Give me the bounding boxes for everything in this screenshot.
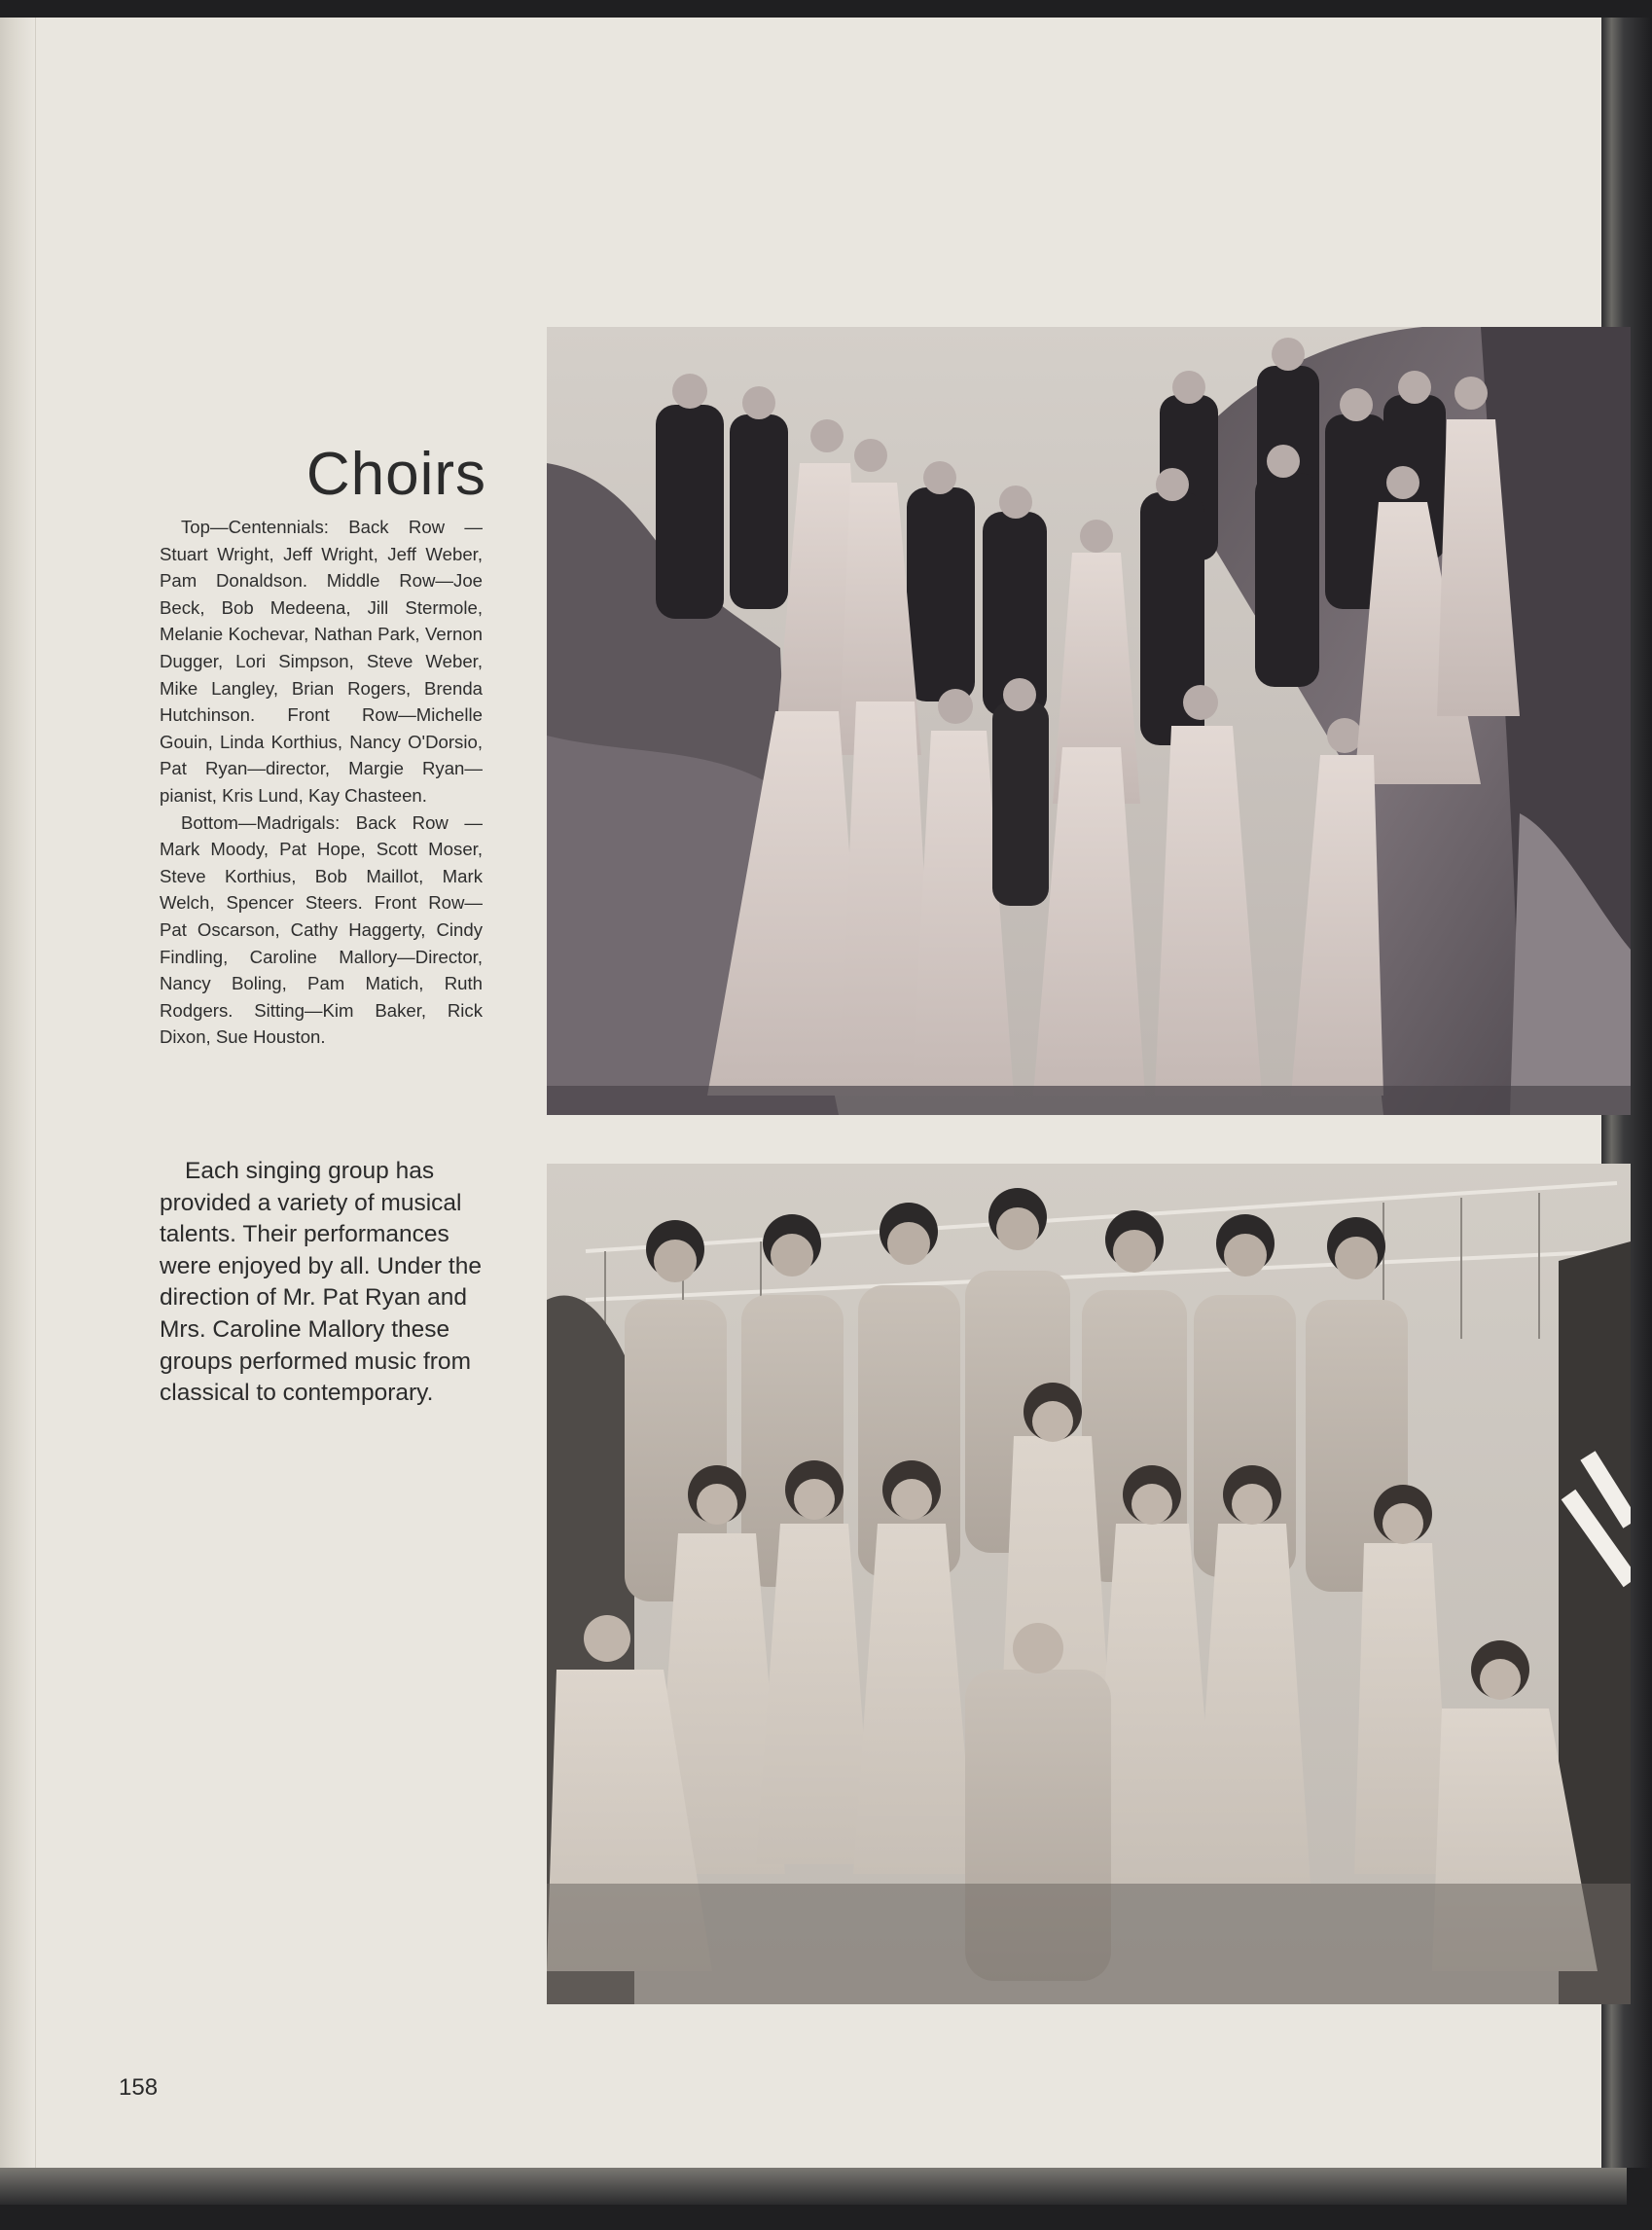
bottom-edge bbox=[0, 2168, 1627, 2205]
body-text: Each singing group has provided a variety of musical talents. Their performances were enjoyed by all. Under the direction of Mr. Pat Ryan and Mrs. Caroline Mallory these groups performed music from classical to contemporary. bbox=[160, 1158, 482, 1407]
caption-top: Top—Centennials: Back Row —Stuart Wright, Jeff Wright, Jeff Weber, Pam Donaldson. Middle Row—Joe Beck, Bob Medeena, Jill Stermole, Melanie Kochevar, Nathan Park, Vernon Dugger, Lori Simpson, Steve Weber, Mike Langley, Brian Rogers, Brenda Hutchinson. Front Row—Michelle Gouin, Linda Korthius, Nancy O'Dorsio, Pat Ryan—director, Margie Ryan—pianist, Kris Lund, Kay Chasteen. bbox=[160, 517, 483, 806]
yearbook-page bbox=[0, 18, 1627, 2168]
page-edge bbox=[0, 18, 36, 2168]
photo-caption bbox=[160, 514, 483, 1051]
body-paragraph bbox=[160, 1156, 483, 1410]
madrigals-photo bbox=[547, 1164, 1631, 2004]
page-title: Choirs bbox=[305, 440, 486, 508]
caption-bottom: Bottom—Madrigals: Back Row —Mark Moody, Pat Hope, Scott Moser, Steve Korthius, Bob Maillot, Mark Welch, Spencer Steers. Front Row—Pat Oscarson, Cathy Haggerty, Cindy Findling, Caroline Mallory—Director, Nancy Boling, Pam Matich, Ruth Rodgers. Sitting—Kim Baker, Rick Dixon, Sue Houston. bbox=[160, 811, 483, 1048]
page-number: 158 bbox=[119, 2074, 159, 2101]
centennials-photo bbox=[547, 327, 1631, 1115]
